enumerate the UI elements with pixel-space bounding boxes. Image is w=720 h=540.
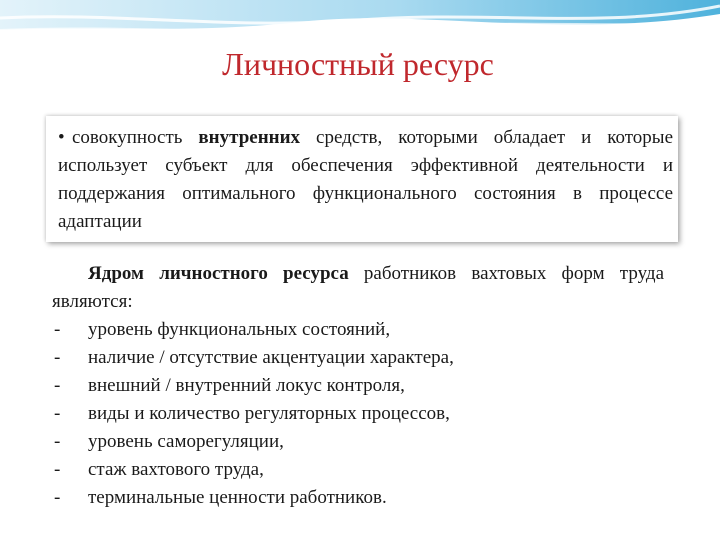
list-item: - терминальные ценности работников. xyxy=(54,487,387,508)
core-section xyxy=(52,260,664,512)
list-item: - наличие / отсутствие акцентуации характера, xyxy=(54,347,454,368)
list-item: - уровень саморегуляции, xyxy=(54,431,284,452)
bullet-icon: • xyxy=(58,127,65,148)
list-item: - внешний / внутренний локус контроля, xyxy=(54,375,405,396)
header-wave-decoration xyxy=(0,0,720,42)
definition-bold-word: внутренних xyxy=(198,127,301,148)
definition-text: • совокупность внутренних средств, которыми обладает и которые использует субъект для обеспечения эффективной деятельности и поддержания оптимального функционального состояния в процессе адаптации xyxy=(58,124,673,236)
list-item: - виды и количество регуляторных процессов, xyxy=(54,403,450,424)
core-lead: Ядром личностного ресурса работников вахтовых форм труда являются: xyxy=(52,263,664,312)
core-list xyxy=(52,316,664,512)
list-item: - стаж вахтового труда, xyxy=(54,459,264,480)
list-item: - уровень функциональных состояний, xyxy=(54,319,391,340)
slide-title: Личностный ресурс xyxy=(222,46,494,82)
